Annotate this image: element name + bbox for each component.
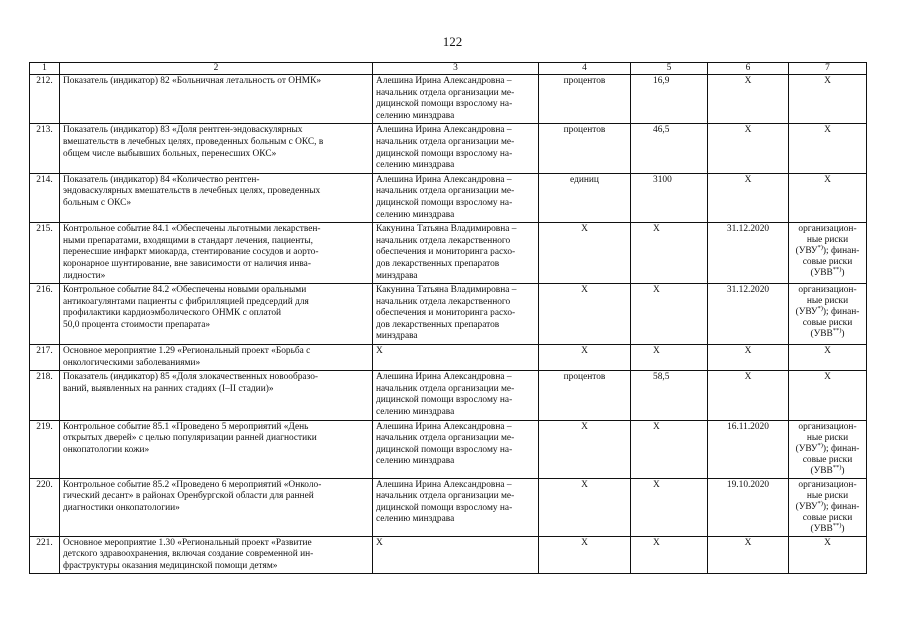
footnote-mark: **)	[832, 521, 842, 529]
footnote-mark: *)	[817, 499, 823, 507]
unit-of-measure: единиц	[539, 173, 631, 222]
unit-of-measure: X	[539, 345, 631, 371]
risk-line: )	[841, 268, 845, 279]
measure-name: Показатель (индикатор) 82 «Больничная летальность от ОНМК»	[60, 75, 373, 124]
risks-cell: X	[789, 75, 867, 124]
responsible-person: Алешина Ирина Александровна – начальник отдела организации ме- дицинской помощи взрослому на- селению минздрава	[373, 371, 539, 420]
deadline-date: 31.12.2020	[708, 284, 789, 345]
risk-line: (УВУ	[795, 307, 818, 318]
responsible-person: Алешина Ирина Александровна – начальник отдела организации ме- дицинской помощи взрослому на- селению минздрава	[373, 478, 539, 536]
table-row	[30, 371, 867, 420]
deadline-date: X	[708, 124, 789, 173]
unit-of-measure: процентов	[539, 75, 631, 124]
deadline-date: X	[708, 536, 789, 574]
footnote-mark: **)	[832, 326, 842, 334]
table-row	[30, 536, 867, 574]
risk-line: организацион-	[798, 479, 857, 490]
table-body	[30, 75, 867, 574]
column-number: 2	[60, 63, 373, 75]
deadline-date: X	[708, 173, 789, 222]
responsible-person: X	[373, 345, 539, 371]
measure-name: Показатель (индикатор) 85 «Доля злокачественных новообразо- ваний, выявленных на ранних стадиях (I–II стадии)»	[60, 371, 373, 420]
footnote-mark: **)	[832, 266, 842, 273]
risk-line: (УВВ	[810, 523, 833, 534]
risks-cell	[789, 420, 867, 478]
risk-line: ные риски	[806, 235, 849, 246]
column-number: 3	[373, 63, 539, 75]
row-number: 215.	[30, 223, 60, 284]
risk-line: совые риски	[802, 257, 853, 268]
table-row	[30, 124, 867, 173]
row-number: 217.	[30, 345, 60, 371]
unit-of-measure: X	[539, 536, 631, 574]
measure-name: Контрольное событие 84.2 «Обеспечены новыми оральными антикоагулянтами пациенты с фибрилляцией предсердий для профилактики кардиоэмболического ОНМК с оплатой 50,0 процента стоимости препарата»	[60, 284, 373, 345]
row-number: 220.	[30, 478, 60, 536]
target-value: X	[631, 345, 708, 371]
table-row	[30, 223, 867, 284]
unit-of-measure: процентов	[539, 371, 631, 420]
measure-name: Контрольное событие 85.2 «Проведено 6 мероприятий «Онколо- гический десант» в районах Оренбургской области для ранней диагностики онкопатологии»	[60, 478, 373, 536]
target-value: X	[631, 223, 708, 284]
measures-table	[29, 62, 867, 574]
target-value: 58,5	[631, 371, 708, 420]
row-number: 214.	[30, 173, 60, 222]
measure-name: Показатель (индикатор) 83 «Доля рентген-эндоваскулярных вмешательств в лечебных целях, проведенных больным с ОКС, в общем числе выбывших больных, перенесших ОКС»	[60, 124, 373, 173]
page-number: 122	[442, 34, 463, 49]
risks-cell: X	[789, 536, 867, 574]
table-row	[30, 75, 867, 124]
risks-cell: X	[789, 124, 867, 173]
risk-line: ные риски	[806, 490, 849, 501]
risks-cell	[789, 223, 867, 284]
risk-line: совые риски	[802, 512, 853, 523]
target-value: X	[631, 284, 708, 345]
risk-line: (УВУ	[795, 246, 818, 257]
measure-name: Контрольное событие 84.1 «Обеспечены льготными лекарствен- ными препаратами, входящими в стандарт лечения, пациенты, перенесшие инфаркт миокарда, стентирование сосудов и аорто- коронарное шунтирование, вне зависимости от наличия инва- лидности»	[60, 223, 373, 284]
risk-line: совые риски	[802, 318, 853, 329]
row-number: 213.	[30, 124, 60, 173]
measure-name: Показатель (индикатор) 84 «Количество рентген- эндоваскулярных вмешательств в лечебных целях, проведенных больным с ОКС»	[60, 173, 373, 222]
deadline-date: X	[708, 371, 789, 420]
column-number: 1	[30, 63, 60, 75]
target-value: 46,5	[631, 124, 708, 173]
deadline-date: X	[708, 345, 789, 371]
risks-cell: X	[789, 345, 867, 371]
risk-line: ); финан-	[822, 246, 860, 257]
risk-line: организацион-	[798, 421, 857, 432]
responsible-person: Алешина Ирина Александровна – начальник отдела организации ме- дицинской помощи взрослому на- селению минздрава	[373, 75, 539, 124]
responsible-person: Алешина Ирина Александровна – начальник отдела организации ме- дицинской помощи взрослому на- селению минздрава	[373, 173, 539, 222]
row-number: 216.	[30, 284, 60, 345]
responsible-person: Алешина Ирина Александровна – начальник отдела организации ме- дицинской помощи взрослому на- селению минздрава	[373, 124, 539, 173]
responsible-person: Какунина Татьяна Владимировна – начальник отдела лекарственного обеспечения и мониторинга расхо- дов лекарственных препаратов минздрава	[373, 284, 539, 345]
risk-line: ); финан-	[822, 307, 860, 318]
unit-of-measure: X	[539, 284, 631, 345]
table-row	[30, 284, 867, 345]
risk-line: ные риски	[806, 432, 849, 443]
measure-name: Основное мероприятие 1.30 «Региональный проект «Развитие детского здравоохранения, включая создание современной ин- фраструктуры оказания медицинской помощи детям»	[60, 536, 373, 574]
measure-name: Контрольное событие 85.1 «Проведено 5 мероприятий «День открытых дверей» с целью популяризации ранней диагностики онкопатологии кожи»	[60, 420, 373, 478]
row-number: 221.	[30, 536, 60, 574]
footnote-mark: *)	[817, 441, 823, 449]
risk-line: )	[841, 465, 845, 476]
target-value: 16,9	[631, 75, 708, 124]
row-number: 219.	[30, 420, 60, 478]
risk-line: организацион-	[798, 285, 857, 296]
row-number: 212.	[30, 75, 60, 124]
footnote-mark: **)	[832, 463, 842, 471]
risks-cell: X	[789, 371, 867, 420]
risk-line: совые риски	[802, 454, 853, 465]
risk-line: (УВВ	[810, 268, 833, 279]
deadline-date: 16.11.2020	[708, 420, 789, 478]
risk-line: )	[841, 523, 845, 534]
risk-line: (УВУ	[795, 443, 818, 454]
responsible-person: Какунина Татьяна Владимировна – начальник отдела лекарственного обеспечения и мониторинга расхо- дов лекарственных препаратов минздрава	[373, 223, 539, 284]
responsible-person: Алешина Ирина Александровна – начальник отдела организации ме- дицинской помощи взрослому на- селению минздрава	[373, 420, 539, 478]
risks-cell: X	[789, 173, 867, 222]
footnote-mark: *)	[817, 244, 823, 251]
deadline-date: 19.10.2020	[708, 478, 789, 536]
deadline-date: X	[708, 75, 789, 124]
target-value: X	[631, 536, 708, 574]
risk-line: ные риски	[806, 296, 849, 307]
table-row	[30, 173, 867, 222]
column-number: 7	[789, 63, 867, 75]
footnote-mark: *)	[817, 304, 823, 312]
unit-of-measure: X	[539, 478, 631, 536]
unit-of-measure: X	[539, 223, 631, 284]
column-number: 4	[539, 63, 631, 75]
unit-of-measure: X	[539, 420, 631, 478]
risks-cell	[789, 284, 867, 345]
risk-line: (УВВ	[810, 465, 833, 476]
unit-of-measure: процентов	[539, 124, 631, 173]
table-row	[30, 345, 867, 371]
deadline-date: 31.12.2020	[708, 223, 789, 284]
target-value: 3100	[631, 173, 708, 222]
risk-line: (УВУ	[795, 501, 818, 512]
risk-line: организацион-	[798, 224, 857, 235]
risk-line: (УВВ	[810, 329, 833, 340]
measure-name: Основное мероприятие 1.29 «Региональный проект «Борьба с онкологическими заболеваниями»	[60, 345, 373, 371]
target-value: X	[631, 478, 708, 536]
row-number: 218.	[30, 371, 60, 420]
column-number: 5	[631, 63, 708, 75]
risks-cell	[789, 478, 867, 536]
risk-line: )	[841, 329, 845, 340]
risk-line: ); финан-	[822, 501, 860, 512]
table-row	[30, 478, 867, 536]
target-value: X	[631, 420, 708, 478]
column-number: 6	[708, 63, 789, 75]
column-number-row	[30, 63, 867, 75]
responsible-person: X	[373, 536, 539, 574]
risk-line: ); финан-	[822, 443, 860, 454]
table-row	[30, 420, 867, 478]
